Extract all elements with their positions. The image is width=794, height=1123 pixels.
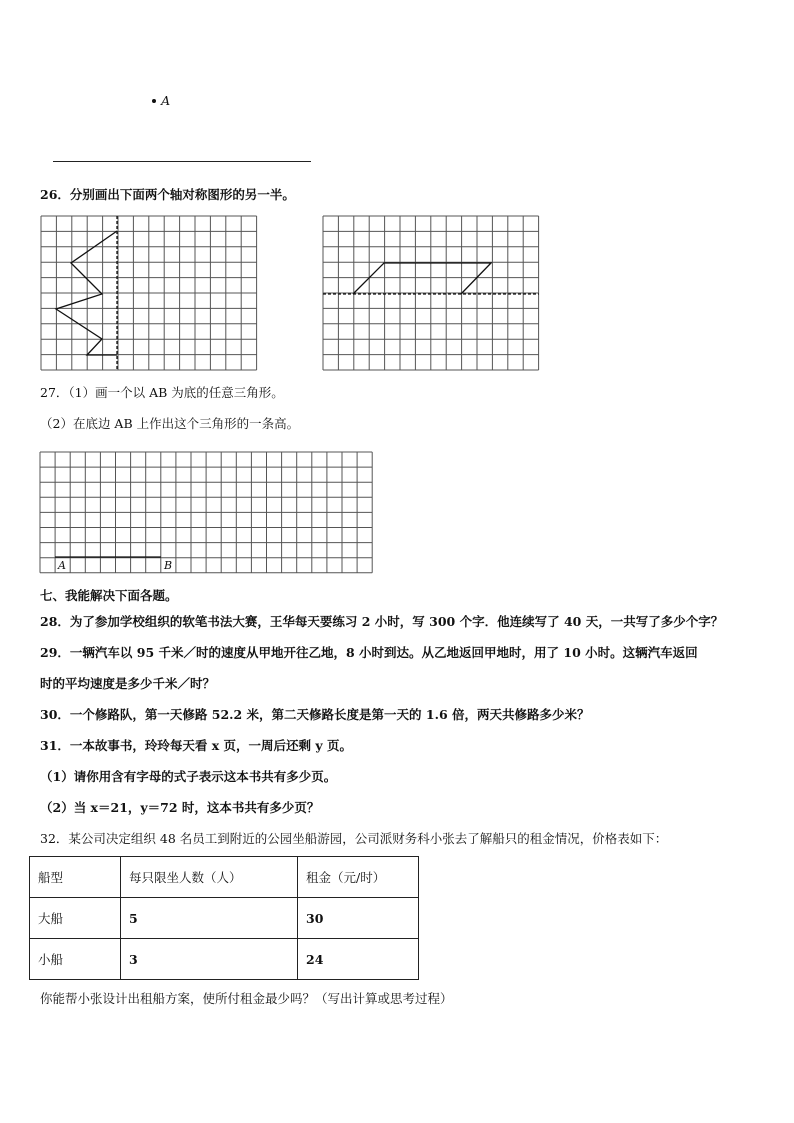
label-a: A xyxy=(58,559,66,572)
q26-text: 26．分别画出下面两个轴对称图形的另一半。 xyxy=(40,187,295,202)
price-table xyxy=(29,856,419,980)
point-a-dot xyxy=(152,99,156,103)
answer-line xyxy=(53,161,311,162)
q29-line2: 时的平均速度是多少千米／时？ xyxy=(40,676,216,691)
half-figure-right xyxy=(353,263,491,294)
table-cell: 5 xyxy=(121,898,298,939)
section7-title: 七、我能解决下面各题。 xyxy=(40,588,178,603)
table-cell: 小船 xyxy=(30,939,121,980)
table-header-cell: 租金（元/时） xyxy=(298,857,419,898)
q32-intro: 32．某公司决定组织 48 名员工到附近的公园坐船游园，公司派财务科小张去了解船只的租金情况，价格表如下： xyxy=(40,831,668,846)
q31-line3: （2）当 x＝21，y＝72 时，这本书共有多少页？ xyxy=(40,800,320,815)
grid-lines xyxy=(323,216,539,370)
q26-left-grid[interactable] xyxy=(41,216,257,370)
table-cell: 30 xyxy=(298,898,419,939)
q27-line1: 27．（1）画一个以 AB 为底的任意三角形。 xyxy=(40,385,284,400)
q26-right-grid[interactable] xyxy=(323,216,539,370)
q29-line1: 29．一辆汽车以 95 千米／时的速度从甲地开往乙地，8 小时到达。从乙地返回甲地时，用了 10 小时。这辆汽车返回 xyxy=(40,645,698,660)
table-header-cell: 每只限坐人数（人） xyxy=(121,857,298,898)
table-row xyxy=(30,898,419,939)
table-header-cell: 船型 xyxy=(30,857,121,898)
grid-lines xyxy=(41,216,257,370)
q27-grid[interactable] xyxy=(40,452,372,572)
table-cell: 3 xyxy=(121,939,298,980)
table-row xyxy=(30,939,419,980)
table-header-row xyxy=(30,857,419,898)
grid-lines xyxy=(40,452,372,573)
point-a-figure xyxy=(152,90,170,109)
q30-text: 30．一个修路队，第一天修路 52.2 米，第二天修路长度是第一天的 1.6 倍，两天共修路多少米？ xyxy=(40,707,590,722)
table-cell: 24 xyxy=(298,939,419,980)
point-a-label: A xyxy=(161,93,171,108)
q27-line2: （2）在底边 AB 上作出这个三角形的一条高。 xyxy=(40,416,300,431)
q28-text: 28．为了参加学校组织的软笔书法大赛，王华每天要练习 2 小时，写 300 个字．他连续写了 40 天，一共写了多少个字？ xyxy=(40,614,724,629)
q31-line1: 31．一本故事书，玲玲每天看 x 页，一周后还剩 y 页。 xyxy=(40,738,353,753)
label-b: B xyxy=(164,559,173,572)
table-cell: 大船 xyxy=(30,898,121,939)
q31-line2: （1）请你用含有字母的式子表示这本书共有多少页。 xyxy=(40,769,337,784)
q32-question: 你能帮小张设计出租船方案，使所付租金最少吗？（写出计算或思考过程） xyxy=(40,991,453,1006)
